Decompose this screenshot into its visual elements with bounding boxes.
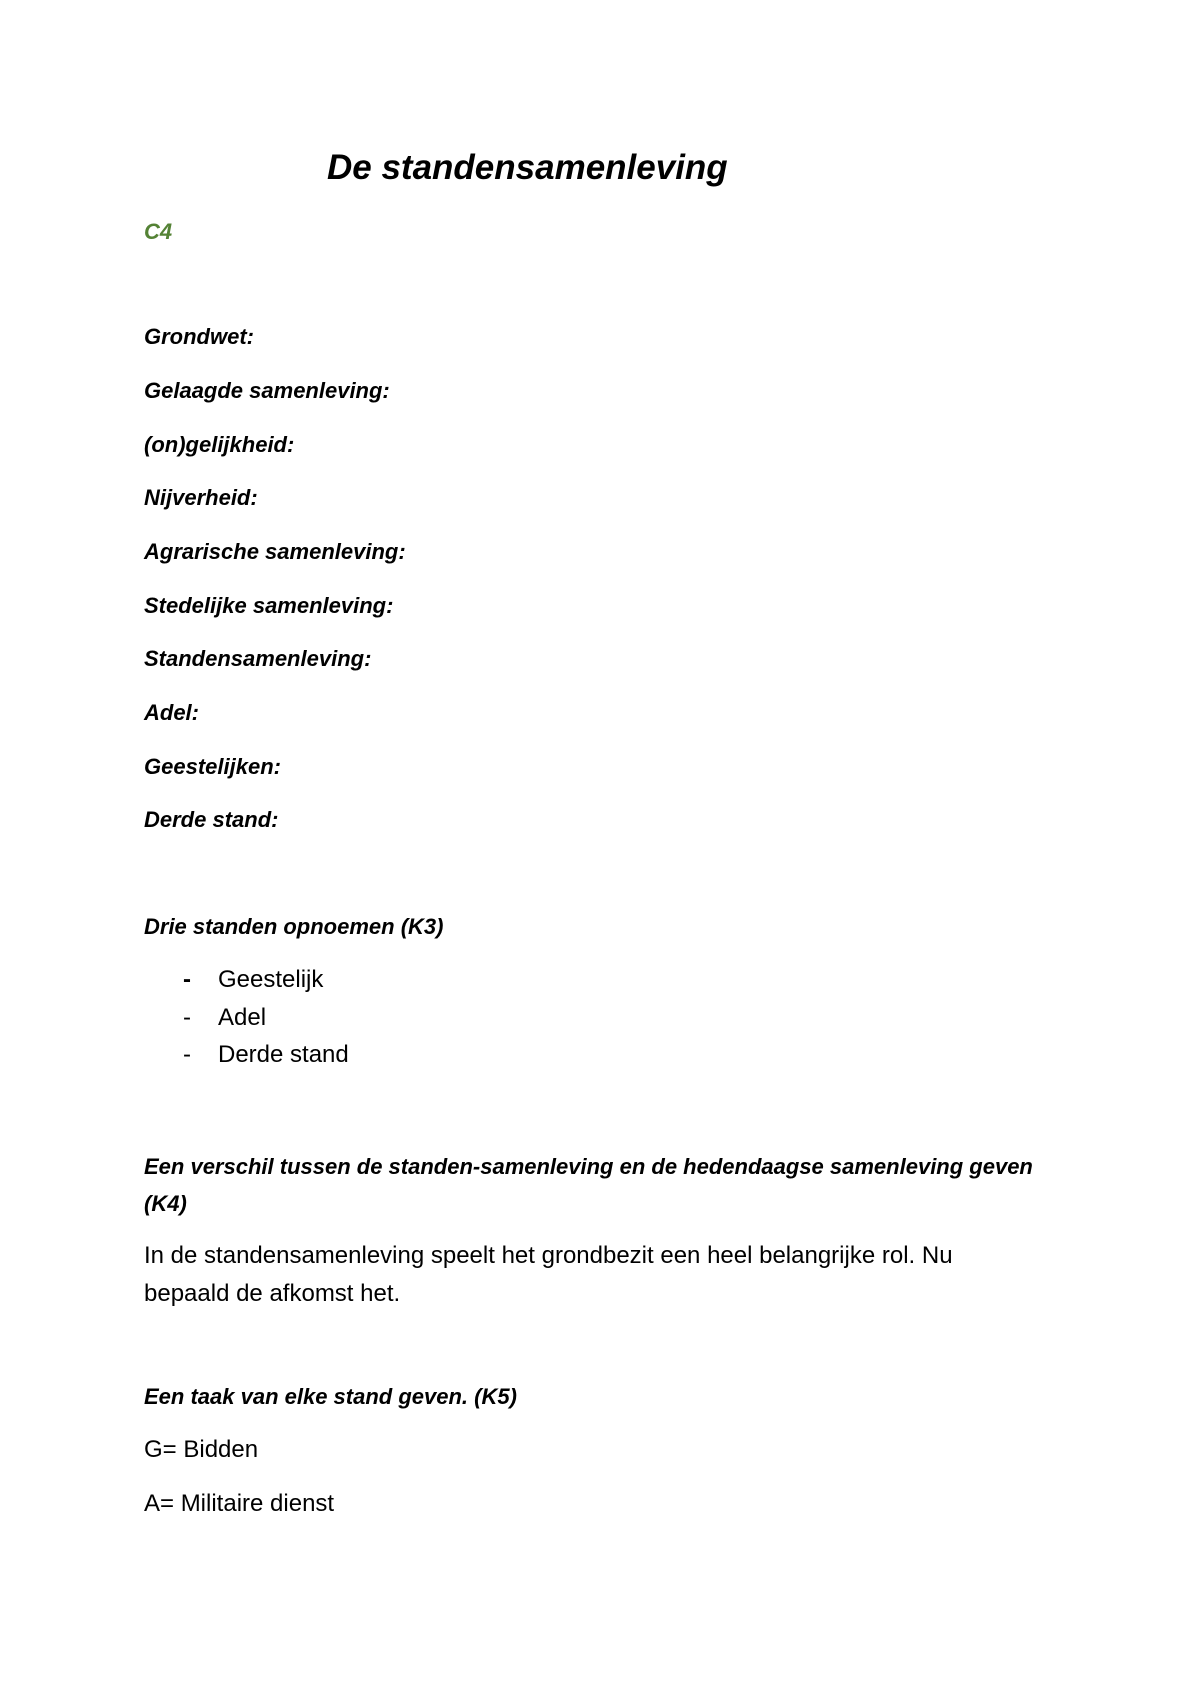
term-standensamenleving: Standensamenleving:	[144, 646, 372, 671]
term-derde-stand: Derde stand:	[144, 807, 279, 832]
term-stedelijke-samenleving: Stedelijke samenleving:	[144, 593, 394, 618]
heading-k3: Drie standen opnoemen (K3)	[144, 914, 444, 939]
term-ongelijkheid: (on)gelijkheid:	[144, 432, 295, 457]
bullet-dash: -	[183, 1004, 191, 1031]
term-grondwet: Grondwet:	[144, 324, 254, 349]
bullet-dash: -	[183, 966, 191, 993]
list-item: Geestelijk	[218, 966, 324, 993]
term-nijverheid: Nijverheid:	[144, 485, 258, 510]
term-geestelijken: Geestelijken:	[144, 754, 281, 779]
term-agrarische-samenleving: Agrarische samenleving:	[144, 539, 406, 564]
document-title: De standensamenleving	[327, 148, 728, 187]
chapter-label: C4	[144, 219, 173, 244]
list-item: Derde stand	[218, 1041, 349, 1068]
bullet-dash: -	[183, 1041, 191, 1068]
answer-k5-geestelijken: G= Bidden	[144, 1436, 259, 1463]
list-item: Adel	[218, 1004, 267, 1031]
answer-k4: In de standensamenleving speelt het grondbezit een heel belangrijke rol. Nu bepaald de afkomst het.	[144, 1242, 953, 1307]
term-gelaagde-samenleving: Gelaagde samenleving:	[144, 378, 390, 403]
heading-k5: Een taak van elke stand geven. (K5)	[144, 1384, 517, 1409]
heading-k4: Een verschil tussen de standen-samenleving en de hedendaagse samenleving geven (K4)	[144, 1154, 1033, 1216]
answer-k5-adel: A= Militaire dienst	[144, 1490, 335, 1517]
term-adel: Adel:	[144, 700, 199, 725]
